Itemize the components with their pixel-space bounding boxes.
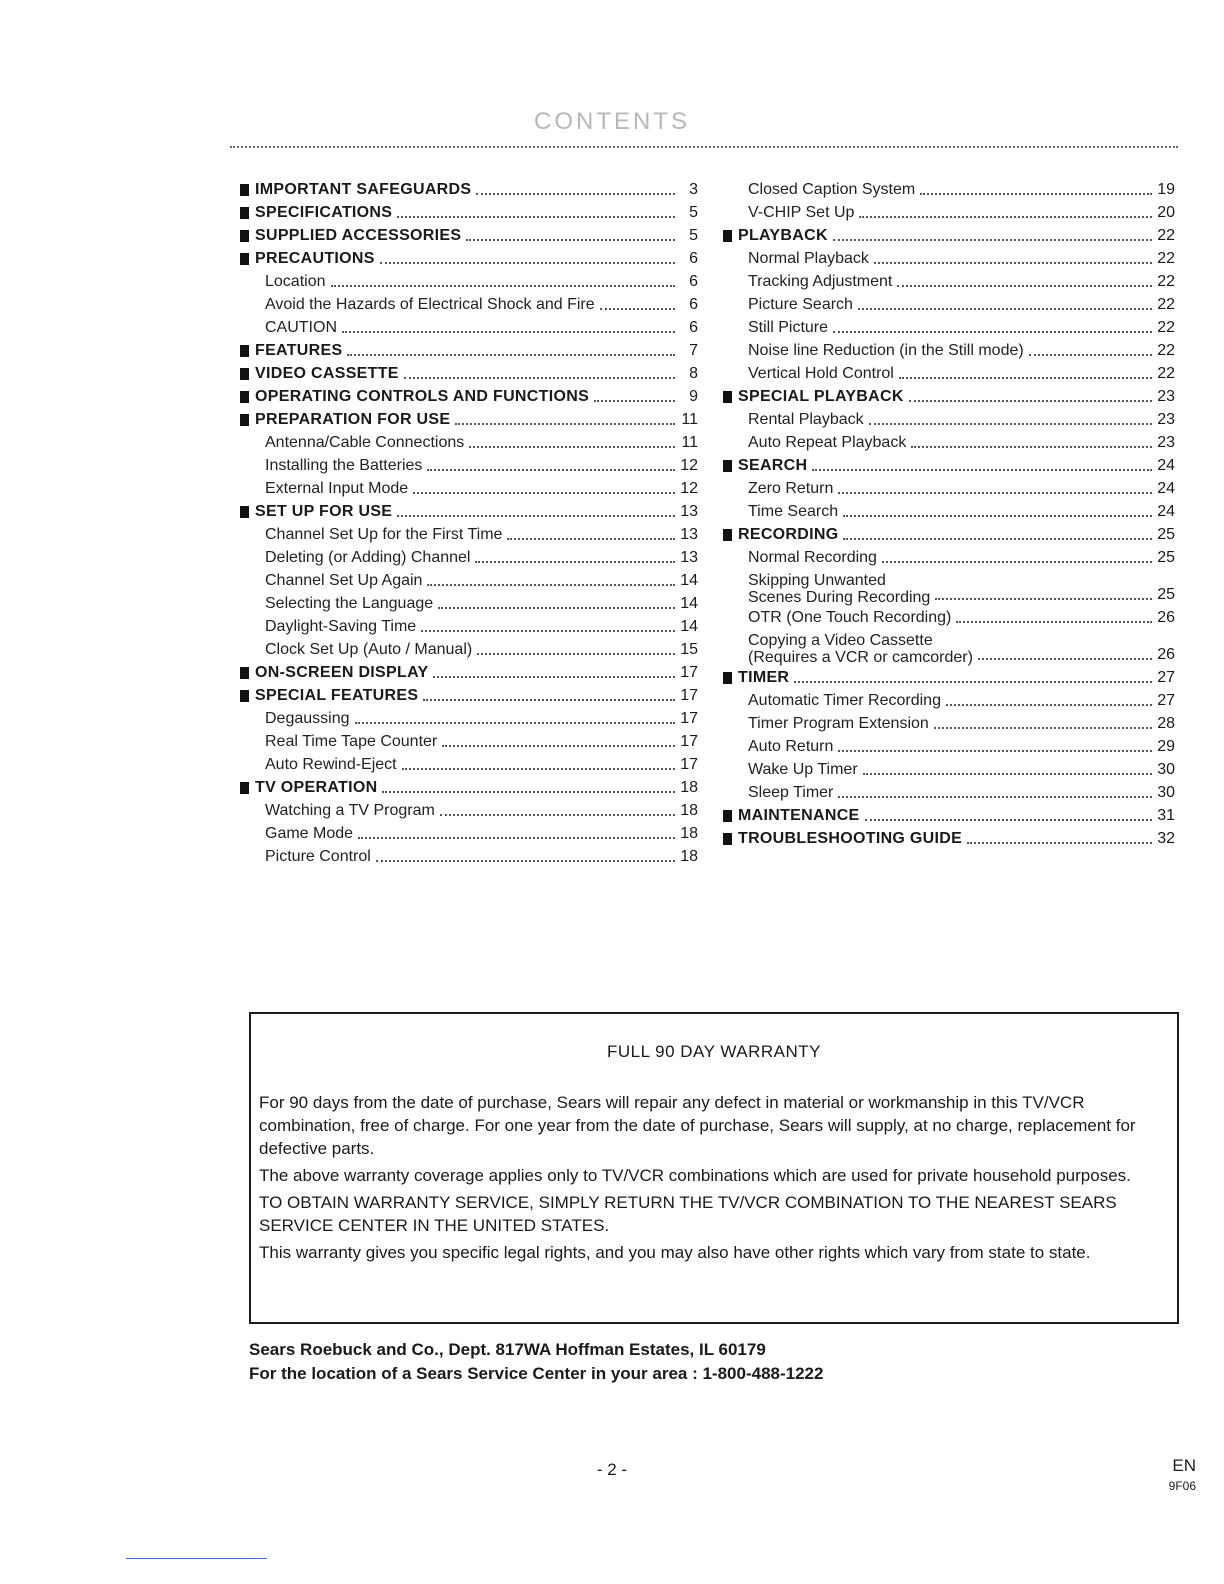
toc-section-entry	[723, 224, 1175, 247]
toc-page-number: 17	[680, 733, 698, 750]
toc-subsection-entry	[723, 781, 1175, 804]
dot-leader	[858, 308, 1152, 310]
toc-subsection-entry	[240, 707, 698, 730]
dot-leader	[833, 239, 1152, 241]
square-bullet-icon	[240, 414, 249, 426]
dot-leader	[935, 598, 1152, 600]
toc-page-number: 6	[689, 273, 698, 290]
toc-section-entry	[723, 804, 1175, 827]
square-bullet-icon	[240, 345, 249, 357]
toc-subsection-entry	[240, 615, 698, 638]
toc-page-number: 22	[1157, 273, 1175, 290]
toc-page-number: 5	[689, 204, 698, 221]
toc-page-number: 22	[1157, 296, 1175, 313]
toc-page-number: 25	[1157, 526, 1175, 543]
toc-entry-title: Channel Set Up Again	[265, 572, 423, 589]
toc-page-number: 17	[680, 664, 698, 681]
toc-page-number: 25	[1157, 549, 1175, 566]
dot-leader	[874, 262, 1152, 264]
toc-section-entry	[723, 385, 1175, 408]
toc-entry-title: TV OPERATION	[255, 779, 378, 796]
toc-page-number: 9	[689, 388, 698, 405]
toc-section-entry	[240, 247, 698, 270]
toc-page-number: 25	[1157, 586, 1175, 603]
toc-entry-title: Time Search	[748, 503, 839, 520]
toc-page-number: 23	[1157, 434, 1175, 451]
header-divider	[230, 146, 1178, 148]
toc-subsection-entry	[240, 822, 698, 845]
toc-section-entry	[240, 178, 698, 201]
toc-page-number: 13	[680, 503, 698, 520]
toc-entry-title: SPECIAL PLAYBACK	[738, 388, 904, 405]
dot-leader	[838, 750, 1152, 752]
toc-entry-title: SEARCH	[738, 457, 808, 474]
toc-page-number: 13	[680, 549, 698, 566]
dot-leader	[897, 285, 1152, 287]
toc-entry-title: TROUBLESHOOTING GUIDE	[738, 830, 963, 847]
toc-section-entry	[723, 523, 1175, 546]
toc-entry-title: Tracking Adjustment	[748, 273, 893, 290]
toc-page-number: 29	[1157, 738, 1175, 755]
dot-leader	[477, 653, 675, 655]
toc-subsection-entry	[723, 431, 1175, 454]
toc-entry-title: Daylight-Saving Time	[265, 618, 417, 635]
dot-leader	[859, 216, 1152, 218]
warranty-title: FULL 90 DAY WARRANTY	[606, 1042, 822, 1061]
toc-entry-title: Antenna/Cable Connections	[265, 434, 465, 451]
toc-subsection-entry	[723, 201, 1175, 224]
toc-entry-title: Wake Up Timer	[748, 761, 858, 778]
toc-entry-title: Degaussing	[265, 710, 350, 727]
toc-subsection-entry	[723, 689, 1175, 712]
toc-subsection-entry	[723, 408, 1175, 431]
dot-leader	[843, 515, 1152, 517]
dot-leader	[358, 837, 675, 839]
toc-entry-title: CAUTION	[265, 319, 337, 336]
dot-leader	[909, 400, 1152, 402]
toc-page-number: 24	[1157, 503, 1175, 520]
dot-leader	[427, 584, 675, 586]
toc-page-number: 18	[680, 825, 698, 842]
warranty-paragraph: The above warranty coverage applies only to TV/VCR combinations which are used for private household purposes.	[259, 1166, 1131, 1185]
toc-entry-title: Zero Return	[748, 480, 834, 497]
dot-leader	[911, 446, 1152, 448]
toc-page-number: 12	[680, 457, 698, 474]
toc-subsection-entry	[723, 477, 1175, 500]
toc-right-column	[723, 178, 1175, 850]
dot-leader	[402, 768, 675, 770]
dot-leader	[838, 796, 1152, 798]
warranty-body	[259, 1091, 1169, 1268]
dot-leader	[397, 515, 675, 517]
square-bullet-icon	[240, 690, 249, 702]
toc-subsection-entry	[240, 523, 698, 546]
contact-address: Sears Roebuck and Co., Dept. 817WA Hoffman Estates, IL 60179	[249, 1340, 766, 1359]
dot-leader	[475, 561, 675, 563]
dot-leader	[967, 842, 1152, 844]
toc-section-entry	[723, 827, 1175, 850]
dot-leader	[920, 193, 1152, 195]
toc-page-number: 22	[1157, 365, 1175, 382]
dot-leader	[404, 377, 675, 379]
dot-leader	[934, 727, 1152, 729]
dot-leader	[476, 193, 675, 195]
toc-page-number: 12	[680, 480, 698, 497]
toc-entry-title: Auto Return	[748, 738, 834, 755]
toc-entry-title: Selecting the Language	[265, 595, 434, 612]
toc-subsection-entry	[723, 606, 1175, 629]
square-bullet-icon	[723, 529, 732, 541]
toc-subsection-entry	[240, 270, 698, 293]
toc-page-number: 27	[1157, 692, 1175, 709]
toc-entry-title: Closed Caption System	[748, 181, 916, 198]
toc-page-number: 18	[680, 802, 698, 819]
toc-entry-title: Picture Control	[265, 848, 371, 865]
dot-leader	[376, 860, 675, 862]
toc-page-number: 7	[689, 342, 698, 359]
toc-subsection-entry	[723, 712, 1175, 735]
dot-leader	[442, 745, 675, 747]
dot-leader	[382, 791, 675, 793]
dot-leader	[469, 446, 675, 448]
dot-leader	[433, 676, 675, 678]
dot-leader	[956, 621, 1152, 623]
dot-leader	[507, 538, 675, 540]
toc-entry-title: Timer Program Extension	[748, 715, 929, 732]
toc-entry-title: SUPPLIED ACCESSORIES	[255, 227, 462, 244]
toc-page-number: 6	[689, 250, 698, 267]
page-title: CONTENTS	[534, 108, 690, 135]
warranty-paragraph: TO OBTAIN WARRANTY SERVICE, SIMPLY RETURN THE TV/VCR COMBINATION TO THE NEAREST SEARS SERVICE CENTER IN THE UNITED STATES.	[259, 1193, 1117, 1235]
dot-leader	[794, 681, 1152, 683]
page-number: - 2 -	[596, 1460, 628, 1479]
dot-leader	[342, 331, 675, 333]
toc-page-number: 26	[1157, 646, 1175, 663]
contact-phone: For the location of a Sears Service Center in your area : 1-800-488-1222	[249, 1364, 824, 1383]
toc-entry-title: Skipping Unwanted Scenes During Recording	[748, 572, 931, 606]
dot-leader	[440, 814, 675, 816]
toc-left-column	[240, 178, 698, 868]
toc-entry-title: PREPARATION FOR USE	[255, 411, 451, 428]
dot-leader	[843, 538, 1152, 540]
bottom-rule	[126, 1558, 267, 1559]
toc-section-entry	[240, 684, 698, 707]
toc-subsection-entry	[723, 758, 1175, 781]
toc-entry-title: SPECIAL FEATURES	[255, 687, 419, 704]
toc-page-number: 22	[1157, 250, 1175, 267]
toc-page-number: 14	[680, 618, 698, 635]
toc-subsection-entry	[240, 569, 698, 592]
toc-entry-title: Sleep Timer	[748, 784, 834, 801]
square-bullet-icon	[240, 782, 249, 794]
dot-leader	[423, 699, 675, 701]
toc-entry-title: Installing the Batteries	[265, 457, 423, 474]
toc-section-entry	[723, 454, 1175, 477]
toc-page-number: 17	[680, 756, 698, 773]
toc-subsection-entry	[723, 293, 1175, 316]
toc-subsection-entry	[240, 753, 698, 776]
toc-entry-title: SPECIFICATIONS	[255, 204, 393, 221]
toc-subsection-entry	[723, 270, 1175, 293]
square-bullet-icon	[723, 810, 732, 822]
toc-entry-title: PLAYBACK	[738, 227, 828, 244]
toc-entry-title: Location	[265, 273, 326, 290]
toc-subsection-entry	[723, 500, 1175, 523]
toc-entry-title: V-CHIP Set Up	[748, 204, 855, 221]
dot-leader	[427, 469, 675, 471]
toc-page-number: 11	[681, 434, 698, 451]
toc-page-number: 24	[1157, 480, 1175, 497]
square-bullet-icon	[723, 391, 732, 403]
toc-page-number: 6	[689, 319, 698, 336]
toc-subsection-entry	[240, 638, 698, 661]
toc-subsection-entry	[240, 546, 698, 569]
dot-leader	[978, 658, 1152, 660]
dot-leader	[397, 216, 675, 218]
toc-page-number: 13	[680, 526, 698, 543]
toc-subsection-entry	[240, 454, 698, 477]
toc-page-number: 17	[680, 687, 698, 704]
toc-page-number: 22	[1157, 319, 1175, 336]
toc-page-number: 15	[680, 641, 698, 658]
dot-leader	[380, 262, 675, 264]
toc-section-entry	[240, 385, 698, 408]
toc-entry-title: ON-SCREEN DISPLAY	[255, 664, 429, 681]
toc-entry-title: Rental Playback	[748, 411, 864, 428]
dot-leader	[438, 607, 675, 609]
toc-entry-title: RECORDING	[738, 526, 839, 543]
toc-page-number: 14	[680, 572, 698, 589]
toc-subsection-entry	[723, 629, 1175, 666]
toc-entry-title: Watching a TV Program	[265, 802, 435, 819]
dot-leader	[869, 423, 1152, 425]
toc-section-entry	[240, 661, 698, 684]
dot-leader	[865, 819, 1152, 821]
toc-subsection-entry	[240, 431, 698, 454]
toc-page-number: 18	[680, 779, 698, 796]
dot-leader	[899, 377, 1152, 379]
toc-page-number: 18	[680, 848, 698, 865]
dot-leader	[863, 773, 1152, 775]
square-bullet-icon	[240, 368, 249, 380]
toc-subsection-entry	[240, 730, 698, 753]
toc-page-number: 30	[1157, 784, 1175, 801]
dot-leader	[833, 331, 1152, 333]
toc-page-number: 24	[1157, 457, 1175, 474]
toc-subsection-entry	[723, 362, 1175, 385]
toc-entry-title: Channel Set Up for the First Time	[265, 526, 503, 543]
toc-entry-title: Auto Repeat Playback	[748, 434, 907, 451]
toc-entry-title: MAINTENANCE	[738, 807, 860, 824]
toc-entry-title: Normal Playback	[748, 250, 869, 267]
square-bullet-icon	[240, 230, 249, 242]
dot-leader	[1029, 354, 1152, 356]
toc-entry-title: Real Time Tape Counter	[265, 733, 438, 750]
dot-leader	[594, 400, 675, 402]
toc-section-entry	[240, 201, 698, 224]
toc-entry-title: Game Mode	[265, 825, 354, 842]
square-bullet-icon	[723, 460, 732, 472]
toc-subsection-entry	[723, 569, 1175, 606]
square-bullet-icon	[240, 391, 249, 403]
toc-section-entry	[723, 666, 1175, 689]
toc-entry-title: Clock Set Up (Auto / Manual)	[265, 641, 473, 658]
toc-page-number: 11	[681, 411, 698, 428]
toc-page-number: 26	[1157, 609, 1175, 626]
toc-subsection-entry	[723, 247, 1175, 270]
square-bullet-icon	[240, 184, 249, 196]
toc-page-number: 8	[689, 365, 698, 382]
toc-entry-title: Still Picture	[748, 319, 829, 336]
toc-subsection-entry	[723, 178, 1175, 201]
dot-leader	[421, 630, 675, 632]
square-bullet-icon	[723, 672, 732, 684]
toc-entry-title: Vertical Hold Control	[748, 365, 894, 382]
dot-leader	[413, 492, 675, 494]
dot-leader	[882, 561, 1152, 563]
language-code: EN	[1172, 1456, 1196, 1475]
toc-page-number: 30	[1157, 761, 1175, 778]
warranty-box	[249, 1012, 1179, 1324]
dot-leader	[331, 285, 676, 287]
toc-subsection-entry	[240, 799, 698, 822]
toc-subsection-entry	[240, 293, 698, 316]
dot-leader	[838, 492, 1152, 494]
toc-entry-title: Noise line Reduction (in the Still mode)	[748, 342, 1024, 359]
toc-page-number: 14	[680, 595, 698, 612]
toc-section-entry	[240, 224, 698, 247]
toc-page-number: 3	[689, 181, 698, 198]
toc-entry-title: OTR (One Touch Recording)	[748, 609, 952, 626]
toc-page-number: 23	[1157, 411, 1175, 428]
toc-entry-title: VIDEO CASSETTE	[255, 365, 399, 382]
toc-section-entry	[240, 339, 698, 362]
square-bullet-icon	[240, 667, 249, 679]
toc-subsection-entry	[240, 592, 698, 615]
toc-subsection-entry	[723, 339, 1175, 362]
toc-page-number: 31	[1157, 807, 1175, 824]
toc-page-number: 22	[1157, 342, 1175, 359]
square-bullet-icon	[240, 253, 249, 265]
toc-page-number: 28	[1157, 715, 1175, 732]
dot-leader	[347, 354, 675, 356]
language-code-block	[1169, 1456, 1196, 1496]
dot-leader	[455, 423, 675, 425]
toc-entry-title: Deleting (or Adding) Channel	[265, 549, 471, 566]
toc-entry-title: TIMER	[738, 669, 790, 686]
toc-page-number: 27	[1157, 669, 1175, 686]
toc-subsection-entry	[240, 316, 698, 339]
dot-leader	[812, 469, 1152, 471]
toc-entry-title: Copying a Video Cassette (Requires a VCR or camcorder)	[748, 632, 973, 666]
dot-leader	[466, 239, 675, 241]
toc-entry-title: SET UP FOR USE	[255, 503, 393, 520]
toc-page-number: 6	[689, 296, 698, 313]
toc-page-number: 17	[680, 710, 698, 727]
toc-entry-title: Auto Rewind-Eject	[265, 756, 397, 773]
dot-leader	[355, 722, 676, 724]
toc-subsection-entry	[723, 735, 1175, 758]
toc-page-number: 32	[1157, 830, 1175, 847]
toc-page-number: 19	[1157, 181, 1175, 198]
toc-entry-title: IMPORTANT SAFEGUARDS	[255, 181, 472, 198]
contact-info	[249, 1338, 823, 1386]
toc-entry-title: FEATURES	[255, 342, 343, 359]
toc-entry-title: OPERATING CONTROLS AND FUNCTIONS	[255, 388, 590, 405]
toc-page-number: 5	[689, 227, 698, 244]
square-bullet-icon	[240, 207, 249, 219]
toc-entry-title: Picture Search	[748, 296, 853, 313]
toc-section-entry	[240, 500, 698, 523]
toc-entry-title: PRECAUTIONS	[255, 250, 375, 267]
toc-subsection-entry	[240, 845, 698, 868]
toc-entry-title: Avoid the Hazards of Electrical Shock and Fire	[265, 296, 595, 313]
square-bullet-icon	[240, 506, 249, 518]
toc-subsection-entry	[723, 316, 1175, 339]
toc-subsection-entry	[723, 546, 1175, 569]
toc-page-number: 20	[1157, 204, 1175, 221]
toc-subsection-entry	[240, 477, 698, 500]
dot-leader	[946, 704, 1152, 706]
toc-entry-title: External Input Mode	[265, 480, 409, 497]
toc-entry-title: Normal Recording	[748, 549, 877, 566]
toc-section-entry	[240, 362, 698, 385]
warranty-paragraph: For 90 days from the date of purchase, Sears will repair any defect in material or workmanship in this TV/VCR combination, free of charge. For one year from the date of purchase, Sears will supply, at no charge, replacement for defective parts.	[259, 1093, 1136, 1158]
document-code: 9F06	[1168, 1479, 1196, 1493]
toc-section-entry	[240, 408, 698, 431]
toc-entry-title: Automatic Timer Recording	[748, 692, 941, 709]
toc-section-entry	[240, 776, 698, 799]
square-bullet-icon	[723, 230, 732, 242]
warranty-paragraph: This warranty gives you specific legal rights, and you may also have other rights which vary from state to state.	[259, 1243, 1091, 1262]
toc-page-number: 22	[1157, 227, 1175, 244]
dot-leader	[600, 308, 675, 310]
square-bullet-icon	[723, 833, 732, 845]
toc-page-number: 23	[1157, 388, 1175, 405]
